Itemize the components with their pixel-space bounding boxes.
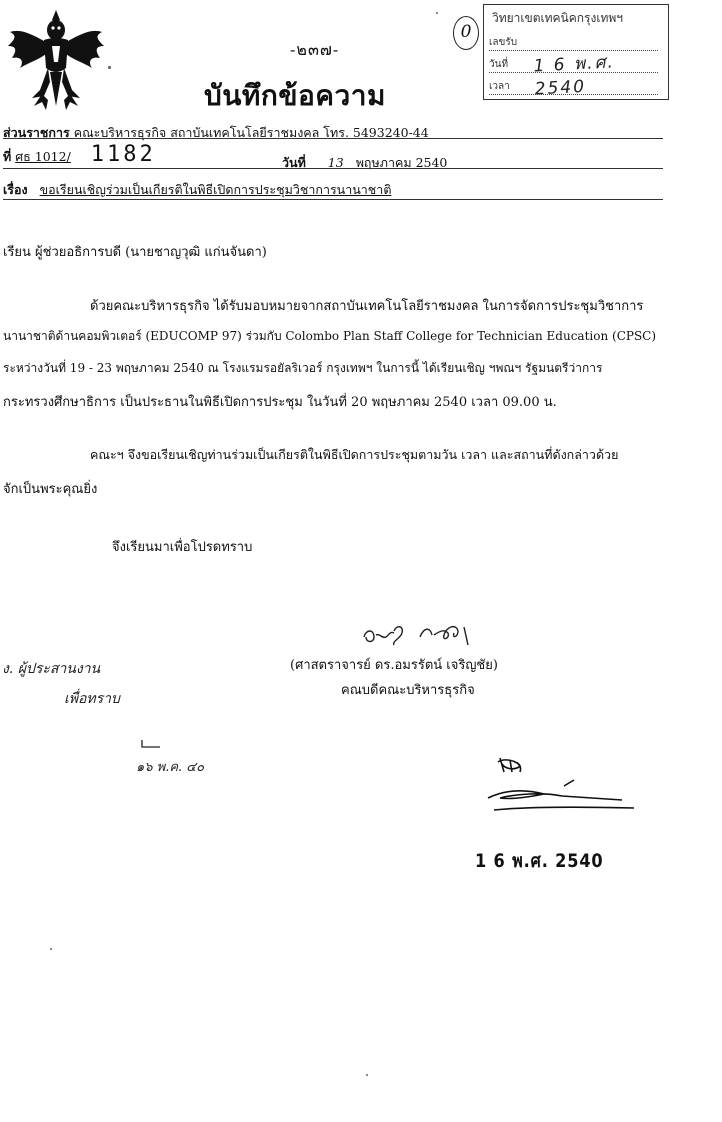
subject-label: เรื่อง bbox=[3, 182, 28, 197]
paragraph1-line1: ด้วยคณะบริหารธุรกิจ ได้รับมอบหมายจากสถาบันเทคโนโลยีราชมงคล ในการจัดการประชุมวิชาการ bbox=[90, 299, 644, 314]
stamp-time-row bbox=[489, 79, 658, 95]
dept-label: ส่วนราชการ bbox=[3, 125, 70, 140]
speck-mark bbox=[436, 12, 438, 14]
signatory-position: คณบดีคณะบริหารธุรกิจ bbox=[341, 683, 475, 698]
date-day: 13 bbox=[327, 155, 344, 170]
page-number: -๒๓๗- bbox=[290, 40, 340, 59]
stamp-time-label: เวลา bbox=[489, 81, 510, 92]
date-month-year: พฤษภาคม 2540 bbox=[355, 155, 448, 170]
garuda-emblem bbox=[4, 6, 108, 114]
ref-label: ที่ bbox=[3, 149, 12, 164]
ref-prefix: ศธ 1012/ bbox=[15, 149, 71, 164]
paragraph2-line1: คณะฯ จึงขอเรียนเชิญท่านร่วมเป็นเกียรติในพิธีเปิดการประชุมตามวัน เวลา และสถานที่ดังกล่าวด้วย bbox=[90, 447, 619, 462]
receiver-signature bbox=[484, 752, 644, 822]
stamp-date-label: วันที่ bbox=[489, 59, 509, 70]
circled-number: 0 bbox=[453, 16, 479, 50]
ref-number: 1182 bbox=[90, 142, 156, 167]
speck-mark bbox=[50, 948, 52, 950]
date-row bbox=[282, 153, 447, 173]
subject-row bbox=[3, 180, 391, 200]
dept-value: คณะบริหารธุรกิจ สถาบันเทคโนโลยีราชมงคล โทร. 5493240-44 bbox=[73, 125, 429, 140]
dean-signature bbox=[360, 615, 490, 649]
paragraph2-line2: จักเป็นพระคุณยิ่ง bbox=[3, 482, 98, 497]
received-date-stamp: 1 6 พ.ศ. 2540 bbox=[475, 850, 604, 872]
subject-rule bbox=[3, 199, 663, 200]
handwritten-note-line2: เพื่อทราบ bbox=[64, 691, 120, 707]
subject-value: ขอเรียนเชิญร่วมเป็นเกียรติในพิธีเปิดการประชุมวิชาการนานาชาติ bbox=[39, 182, 392, 197]
signatory-name: (ศาสตราจารย์ ดร.อมรรัตน์ เจริญชัย) bbox=[290, 658, 498, 673]
dept-rule bbox=[3, 138, 663, 139]
handwritten-note-date: ๑๖ พ.ค. ๔๐ bbox=[136, 760, 205, 775]
salutation: เรียน ผู้ช่วยอธิการบดี (นายชาญวุฒิ แก่นจันดา) bbox=[3, 245, 267, 260]
paragraph1-line4: กระทรวงศึกษาธิการ เป็นประธานในพิธีเปิดการประชุม ในวันที่ 20 พฤษภาคม 2540 เวลา 09.00 น. bbox=[3, 395, 557, 410]
receiving-stamp bbox=[483, 4, 669, 100]
date-label: วันที่ bbox=[282, 155, 306, 170]
dept-row bbox=[3, 123, 429, 143]
speck-mark bbox=[366, 1074, 368, 1076]
stamp-date-value: 1 6 พ.ศ. 2540 bbox=[533, 52, 616, 100]
stamp-org: วิทยาเขตเทคนิคกรุงเทพฯ bbox=[492, 11, 624, 25]
handwritten-initial bbox=[140, 738, 162, 748]
memo-title: บันทึกข้อความ bbox=[204, 79, 386, 112]
ref-row bbox=[3, 142, 156, 167]
handwritten-note-line1: ง. ผู้ประสานงาน bbox=[2, 661, 101, 677]
ref-rule bbox=[3, 168, 663, 169]
paragraph1-line3: ระหว่างวันที่ 19 - 23 พฤษภาคม 2540 ณ โรงแรมรอยัลริเวอร์ กรุงเทพฯ ในการนี้ ได้เรียนเชิญ ฯพณฯ รัฐมนตรีว่าการ bbox=[3, 361, 603, 375]
closing: จึงเรียนมาเพื่อโปรดทราบ bbox=[112, 540, 253, 555]
paragraph1-line2: นานาชาติด้านคอมพิวเตอร์ (EDUCOMP 97) ร่วมกับ Colombo Plan Staff College for Technician Education (CPSC) bbox=[3, 329, 657, 343]
speck-mark bbox=[108, 66, 111, 69]
stamp-received-label: เลขรับ bbox=[489, 37, 518, 48]
